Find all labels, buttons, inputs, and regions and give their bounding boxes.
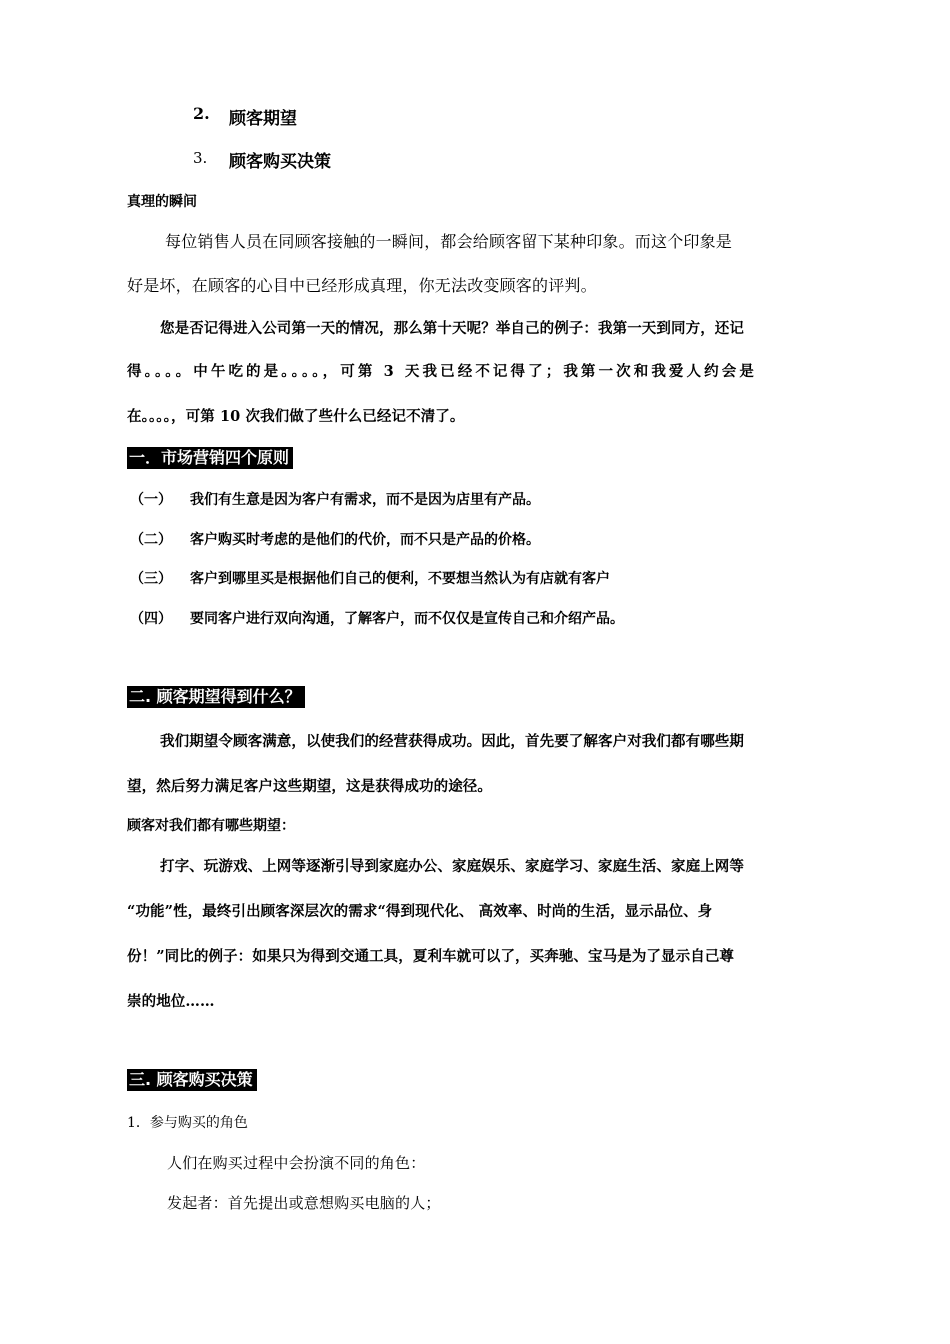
- principle-item: [130, 529, 540, 549]
- principle-text: 客户购买时考虑的是他们的代价，而不只是产品的价格。: [190, 532, 540, 548]
- expectation-paragraph-line: 望，然后努力满足客户这些期望，这是获得成功的途径。: [127, 778, 492, 795]
- truth-paragraph-line: 好是坏，在顾客的心目中已经形成真理，你无法改变顾客的评判。: [127, 276, 597, 295]
- truth-heading: 真理的瞬间: [127, 194, 197, 210]
- expectation-subheading: 顾客对我们都有哪些期望：: [127, 818, 295, 834]
- expectation-paragraph-line: 我们期望令顾客满意，以使我们的经营获得成功。因此，首先要了解客户对我们都有哪些期: [160, 733, 744, 750]
- principle-text: 客户到哪里买是根据他们自己的便利，不要想当然认为有店就有客户: [190, 571, 610, 587]
- toc-title: 顾客期望: [229, 109, 297, 129]
- example-paragraph-line: 得。。。。中午吃的是。。。。，可第 3 天我已经不记得了；我第一次和我爱人约会是: [127, 363, 757, 380]
- principle-item: [130, 489, 540, 509]
- principle-item: [130, 568, 610, 588]
- truth-paragraph-line: 每位销售人员在同顾客接触的一瞬间，都会给顾客留下某种印象。而这个印象是: [165, 232, 733, 251]
- section-heading: 三. 顾客购买决策: [127, 1069, 257, 1091]
- principle-item: [130, 608, 624, 628]
- toc-title: 顾客购买决策: [229, 152, 331, 172]
- principle-label: （一）: [130, 492, 172, 508]
- example-paragraph-line: 在。。。。，可第 10 次我们做了些什么已经记不清了。: [127, 408, 465, 425]
- toc-number: 2.: [193, 104, 210, 123]
- principle-text: 要同客户进行双向沟通，了解客户，而不仅仅是宣传自己和介绍产品。: [190, 611, 624, 627]
- roles-intro: 人们在购买过程中会扮演不同的角色：: [167, 1154, 426, 1172]
- principle-text: 我们有生意是因为客户有需求，而不是因为店里有产品。: [190, 492, 540, 508]
- expectation-paragraph-line: 份！”同比的例子：如果只为得到交通工具，夏利车就可以了，买奔驰、宝马是为了显示自己尊: [127, 948, 735, 965]
- expectation-paragraph-line: 打字、玩游戏、上网等逐渐引导到家庭办公、家庭娱乐、家庭学习、家庭生活、家庭上网等: [160, 858, 744, 875]
- roles-subheading-text: 1．参与购买的角色: [127, 1115, 248, 1131]
- role-initiator: 发起者：首先提出或意想购买电脑的人；: [167, 1194, 441, 1212]
- example-paragraph-line: 您是否记得进入公司第一天的情况，那么第十天呢？举自己的例子：我第一天到同方，还记: [160, 320, 744, 337]
- roles-subheading: [127, 1112, 248, 1132]
- principle-label: （三）: [130, 571, 172, 587]
- expectation-paragraph-line: 崇的地位……: [127, 993, 215, 1010]
- toc-number: 3.: [193, 149, 208, 167]
- expectation-paragraph-line: “功能”性，最终引出顾客深层次的需求“得到现代化、 高效率、时尚的生活，显示品位、身: [127, 903, 713, 920]
- principle-label: （二）: [130, 532, 172, 548]
- section-heading: 二. 顾客期望得到什么？: [127, 686, 305, 708]
- principle-label: （四）: [130, 611, 172, 627]
- section-heading: 一．市场营销四个原则: [127, 447, 293, 469]
